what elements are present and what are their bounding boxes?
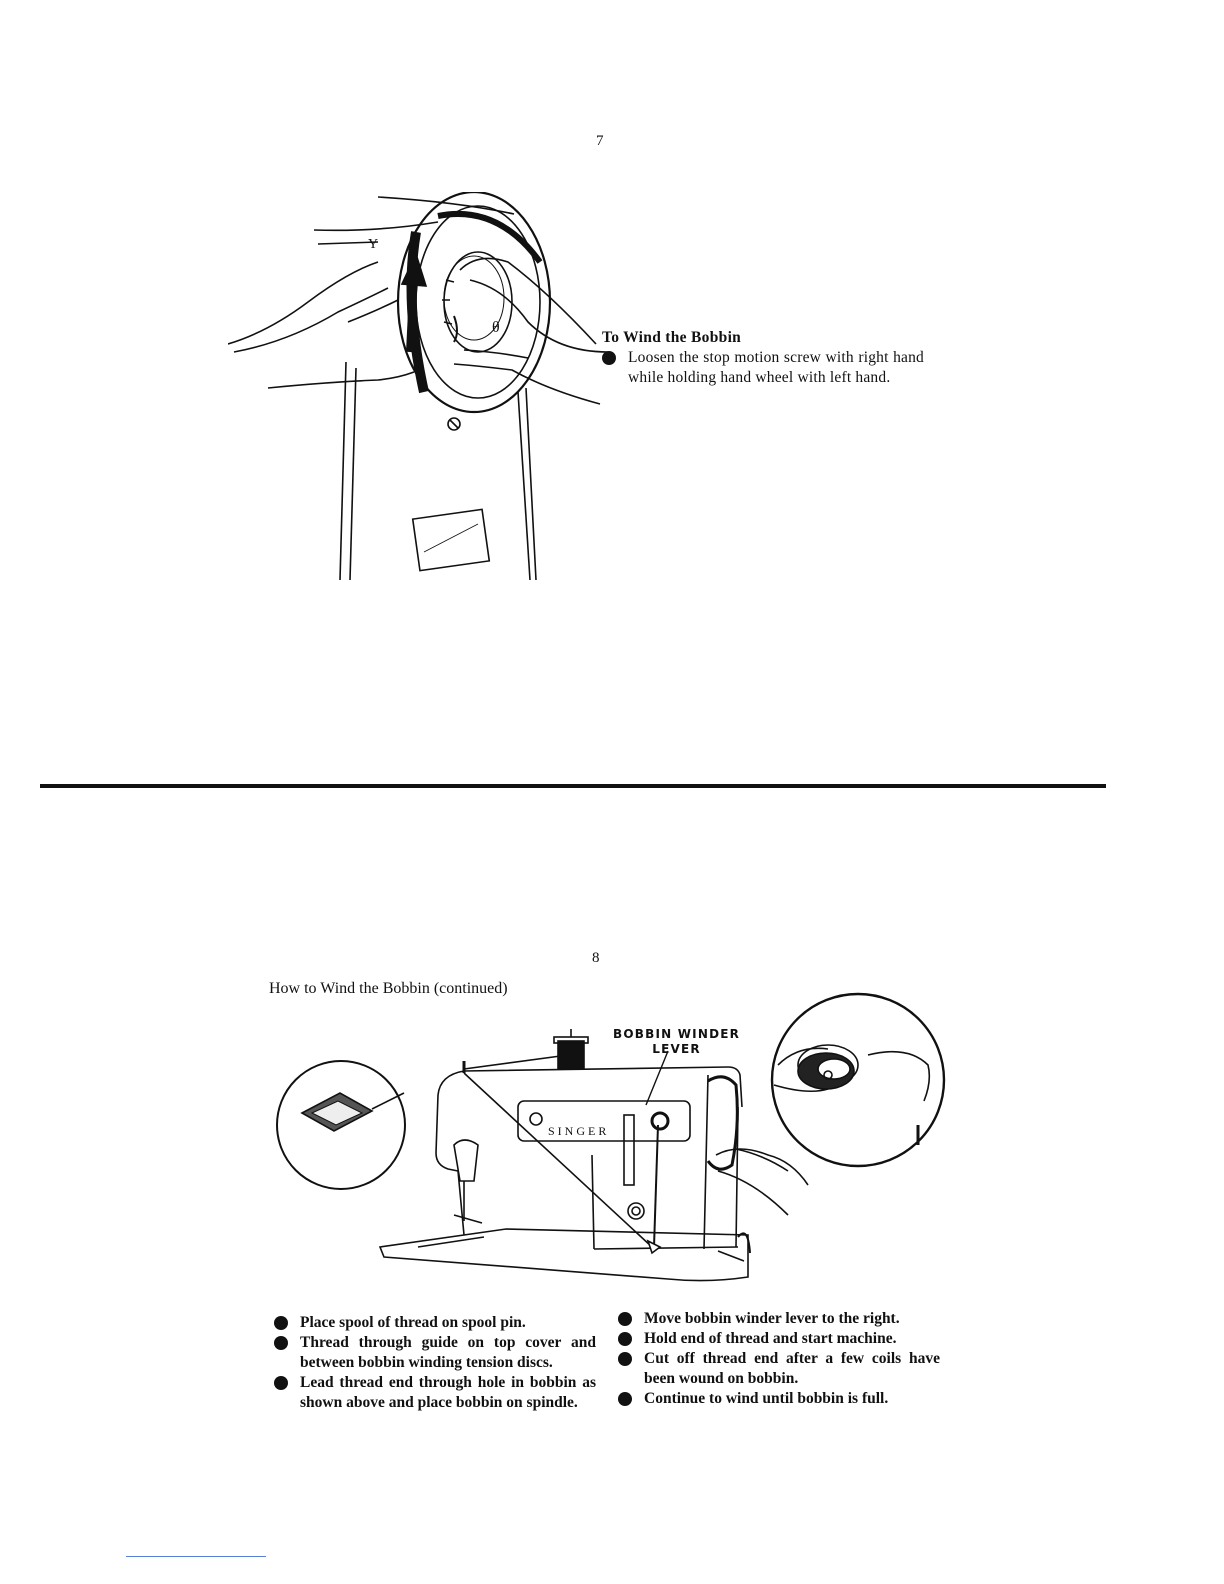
left-steps-list <box>274 1313 596 1413</box>
bullet-icon <box>618 1312 632 1326</box>
step-text: Lead thread end through hole in bobbin as shown above and place bobbin on spindle. <box>300 1374 596 1411</box>
bullet-icon <box>618 1332 632 1346</box>
footer-rule <box>126 1556 266 1557</box>
step-text: Move bobbin winder lever to the right. <box>644 1310 900 1327</box>
list-item <box>618 1309 940 1329</box>
page-divider <box>40 784 1106 788</box>
bullet-icon <box>274 1316 288 1330</box>
bullet-icon <box>602 351 616 365</box>
page-number-7: 7 <box>596 133 604 149</box>
step-text: Place spool of thread on spool pin. <box>300 1314 526 1331</box>
sewing-machine-illustration <box>268 985 948 1290</box>
bullet-icon <box>618 1352 632 1366</box>
caption-title: To Wind the Bobbin <box>602 329 742 346</box>
hand-wheel-illustration <box>228 192 608 584</box>
list-item <box>618 1349 940 1389</box>
svg-text:θ: θ <box>492 319 500 336</box>
svg-text:Y: Y <box>368 237 379 252</box>
right-steps-list <box>618 1309 940 1409</box>
bobbin-winder-lever-label <box>613 1027 740 1057</box>
lever-label-line1: BOBBIN WINDER <box>613 1027 741 1041</box>
machine-brand: SINGER <box>548 1124 610 1138</box>
page-number-8: 8 <box>592 950 600 966</box>
caption-bullet-text: Loosen the stop motion screw with right hand while holding hand wheel with left hand. <box>628 349 924 386</box>
bullet-icon <box>274 1376 288 1390</box>
caption-bullet <box>602 348 924 388</box>
list-item <box>274 1333 596 1373</box>
list-item <box>618 1329 940 1349</box>
bullet-icon <box>274 1336 288 1350</box>
bullet-icon <box>618 1392 632 1406</box>
section-title: How to Wind the Bobbin (continued) <box>269 980 508 997</box>
list-item <box>274 1313 596 1333</box>
step-text: Thread through guide on top cover and between bobbin winding tension discs. <box>300 1334 596 1371</box>
list-item <box>274 1373 596 1413</box>
top-caption <box>602 328 924 388</box>
step-text: Hold end of thread and start machine. <box>644 1330 897 1347</box>
step-text: Cut off thread end after a few coils have been wound on bobbin. <box>644 1350 940 1387</box>
step-text: Continue to wind until bobbin is full. <box>644 1390 889 1407</box>
list-item <box>618 1389 940 1409</box>
lever-label-line2: LEVER <box>652 1042 701 1056</box>
